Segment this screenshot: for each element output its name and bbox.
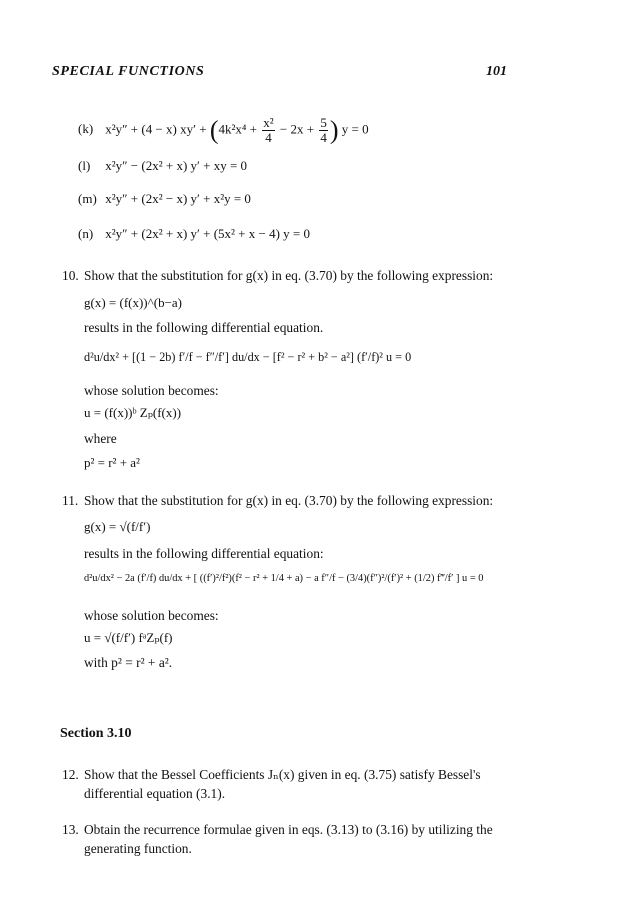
problem-text: generating function. xyxy=(84,841,192,856)
equation-k-fraction-denominator: 4 xyxy=(265,130,272,145)
page-number: 101 xyxy=(486,64,507,79)
equation-m xyxy=(78,191,251,207)
problem-text: Show that the substitution for g(x) in eq. (3.70) by the following expression: xyxy=(84,493,494,508)
equation-l-label: (l) xyxy=(78,158,91,173)
equation: p² = r² + a² xyxy=(84,455,140,470)
problem-text: where xyxy=(84,431,117,446)
equation-n xyxy=(78,226,310,242)
equation-k-fraction-denominator: 4 xyxy=(320,130,327,145)
problem-text: whose solution becomes: xyxy=(84,608,219,623)
problem-number: 12. xyxy=(62,767,79,782)
equation-k-part: y = 0 xyxy=(341,121,369,137)
problem-text: with p² = r² + a². xyxy=(84,655,173,670)
problem-number: 11. xyxy=(62,493,79,508)
problem-number: 10. xyxy=(62,268,79,283)
problem-text: results in the following differential equation: xyxy=(84,546,324,561)
problem-text: Show that the Bessel Coefficients Jₙ(x) given in eq. (3.75) satisfy Bessel's xyxy=(84,767,481,782)
problem-text: whose solution becomes: xyxy=(84,383,219,398)
problem-text: Obtain the recurrence formulae given in eqs. (3.13) to (3.16) by utilizing the xyxy=(84,822,493,837)
problem-number: 13. xyxy=(62,822,79,837)
equation-l-body: x²y″ − (2x² + x) y′ + xy = 0 xyxy=(105,158,248,173)
equation: u = (f(x))ᵇ Zₚ(f(x)) xyxy=(84,405,182,420)
equation: g(x) = (f(x))^(b−a) xyxy=(84,295,182,310)
equation-k-label: (k) xyxy=(78,121,94,137)
equation-k-part: 4k²x⁴ + xyxy=(218,121,257,137)
equation: g(x) = √(f/f′) xyxy=(84,519,151,534)
equation: d²u/dx² − 2a (f′/f) du/dx + [ ((f′)²/f²)(f² − r² + 1/4 + a) − a f″/f − (3/4)(f″)²/(f′)² + (1/2) f‴/f′ ] u = 0 xyxy=(84,573,484,584)
running-header: SPECIAL FUNCTIONS xyxy=(52,64,205,79)
problem-text: results in the following differential equation. xyxy=(84,320,324,335)
equation-k: (k) x²y″ + (4 − x) xy′ + (4k²x⁴ + $\frac{\text{x²}}{4}$ − 2x + $\frac{5}{4}$ ) y = 0 xyxy=(78,115,369,145)
equation-m-label: (m) xyxy=(78,191,97,206)
section-heading: Section 3.10 xyxy=(60,726,132,741)
equation: u = √(f/f′) fᵃZₚ(f) xyxy=(84,630,173,645)
problem-text: differential equation (3.1). xyxy=(84,786,226,801)
equation-l xyxy=(78,158,247,174)
equation-k-part: − 2x + xyxy=(279,121,315,137)
equation-k-fraction-numerator: 5 xyxy=(320,115,327,130)
equation-n-label: (n) xyxy=(78,226,94,241)
equation-k-fraction-numerator: x² xyxy=(263,115,274,130)
equation: d²u/dx² + [(1 − 2b) f′/f − f″/f′] du/dx − [f² − r² + b² − a²] (f′/f)² u = 0 xyxy=(84,350,412,364)
equation-n-body: x²y″ + (2x² + x) y′ + (5x² + x − 4) y = 0 xyxy=(105,226,311,241)
equation-m-body: x²y″ + (2x² − x) y′ + x²y = 0 xyxy=(105,191,251,206)
equation-k-part: x²y″ + (4 − x) xy′ + xyxy=(105,121,207,137)
problem-text: Show that the substitution for g(x) in eq. (3.70) by the following expression: xyxy=(84,268,494,283)
